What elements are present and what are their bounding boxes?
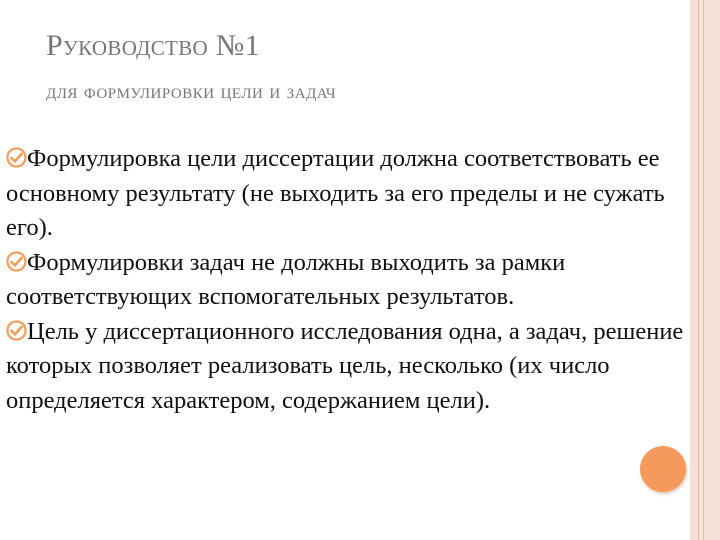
bullet-text: Формулировки задач не должны выходить за рамки соответствующих вспомогательных результатов. — [6, 248, 566, 310]
decorative-right-border — [690, 0, 720, 540]
slide-subtitle: для формулировки цели и задач — [46, 78, 337, 103]
border-rail — [698, 0, 699, 540]
bullet-item — [6, 246, 686, 315]
border-rail — [703, 0, 704, 540]
bullet-text: Формулировка цели диссертации должна соответствовать ее основному результату (не выходить за его пределы и не сужать его). — [6, 145, 665, 241]
checkbox-bullet-icon — [6, 320, 27, 341]
checkbox-bullet-icon — [6, 251, 27, 272]
slide-title: Руководство №1 — [46, 29, 260, 62]
decorative-orange-circle — [640, 446, 686, 492]
bullet-list — [6, 142, 686, 418]
checkbox-bullet-icon — [6, 147, 27, 168]
bullet-item — [6, 315, 686, 419]
bullet-text: Цель у диссертационного исследования одна, а задач, решение которых позволяет реализовать цель, несколько (их число определяется характером, содержанием цели). — [6, 317, 684, 414]
bullet-item — [6, 142, 686, 246]
